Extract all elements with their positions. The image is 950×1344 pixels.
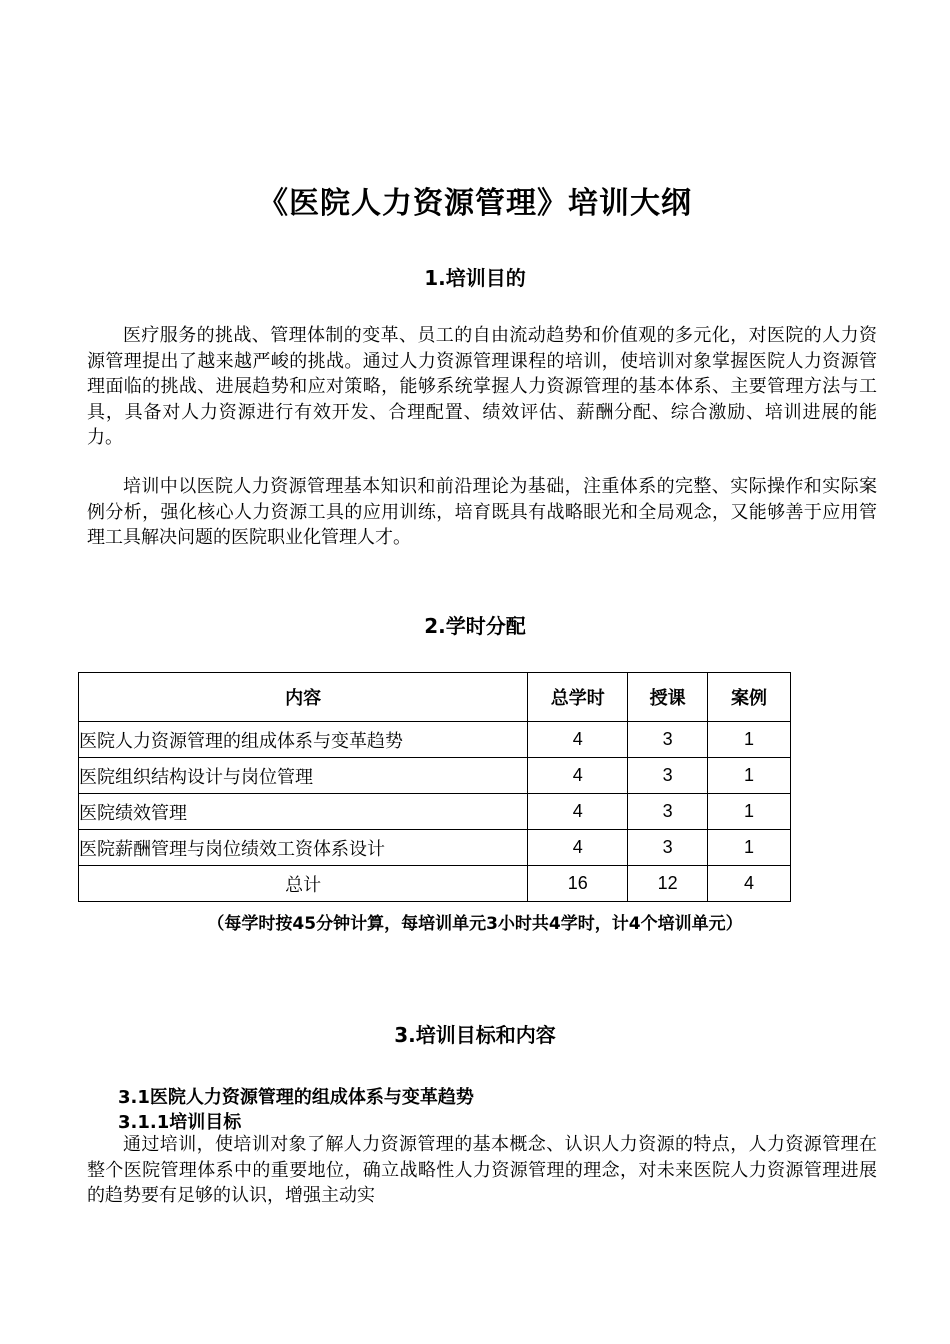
cell-case: 1 (708, 722, 791, 758)
cell-content: 医院绩效管理 (79, 794, 528, 830)
section-2-heading: 2.学时分配 (424, 614, 526, 638)
header-lecture: 授课 (628, 673, 708, 722)
subsection-3-1-heading: 3.1医院人力资源管理的组成体系与变革趋势 (118, 1087, 474, 1108)
cell-lecture: 3 (628, 758, 708, 794)
cell-case: 1 (708, 830, 791, 866)
cell-total-hours: 4 (528, 830, 628, 866)
cell-case-sum: 4 (708, 866, 791, 902)
document-title: 《医院人力资源管理》培训大纲 (258, 186, 692, 221)
table-row (79, 758, 791, 794)
cell-lecture: 3 (628, 794, 708, 830)
header-case: 案例 (708, 673, 791, 722)
cell-lecture: 3 (628, 722, 708, 758)
table-row (79, 722, 791, 758)
section-1-heading: 1.培训目的 (424, 266, 526, 290)
table-total-row (79, 866, 791, 902)
cell-case: 1 (708, 758, 791, 794)
table-note: （每学时按45分钟计算，每培训单元3小时共4学时，计4个培训单元） (207, 914, 743, 934)
cell-case: 1 (708, 794, 791, 830)
section-1-paragraph-1: 医疗服务的挑战、管理体制的变革、员工的自由流动趋势和价值观的多元化，对医院的人力资源管理提出了越来越严峻的挑战。通过人力资源管理课程的培训，使培训对象掌握医院人力资源管理面临的挑战、进展趋势和应对策略，能够系统掌握人力资源管理的基本体系、主要管理方法与工具，具备对人力资源进行有效开发、合理配置、绩效评估、薪酬分配、综合激励、培训进展的能力。 (87, 325, 877, 449)
section-1-paragraph-2: 培训中以医院人力资源管理基本知识和前沿理论为基础，注重体系的完整、实际操作和实际案例分析，强化核心人力资源工具的应用训练，培育既具有战略眼光和全局观念，又能够善于应用管理工具解决问题的医院职业化管理人才。 (87, 476, 877, 549)
cell-content: 医院人力资源管理的组成体系与变革趋势 (79, 722, 528, 758)
header-content: 内容 (79, 673, 528, 722)
table-row (79, 830, 791, 866)
header-total-hours: 总学时 (528, 673, 628, 722)
section-3-heading: 3.培训目标和内容 (394, 1023, 556, 1047)
subsection-3-1-1-heading: 3.1.1培训目标 (118, 1112, 242, 1133)
section-3-paragraph: 通过培训，使培训对象了解人力资源管理的基本概念、认识人力资源的特点，人力资源管理在整个医院管理体系中的重要地位，确立战略性人力资源管理的理念，对未来医院人力资源管理进展的趋势要有足够的认识，增强主动实 (87, 1134, 877, 1207)
cell-total-hours: 4 (528, 722, 628, 758)
cell-total-hours: 4 (528, 794, 628, 830)
cell-content: 医院组织结构设计与岗位管理 (79, 758, 528, 794)
table-row (79, 794, 791, 830)
cell-total-hours: 4 (528, 758, 628, 794)
cell-total-hours-sum: 16 (528, 866, 628, 902)
cell-lecture: 3 (628, 830, 708, 866)
cell-content: 医院薪酬管理与岗位绩效工资体系设计 (79, 830, 528, 866)
cell-lecture-sum: 12 (628, 866, 708, 902)
cell-total-label: 总计 (79, 866, 528, 902)
hours-table (78, 672, 791, 902)
table-header-row (79, 673, 791, 722)
